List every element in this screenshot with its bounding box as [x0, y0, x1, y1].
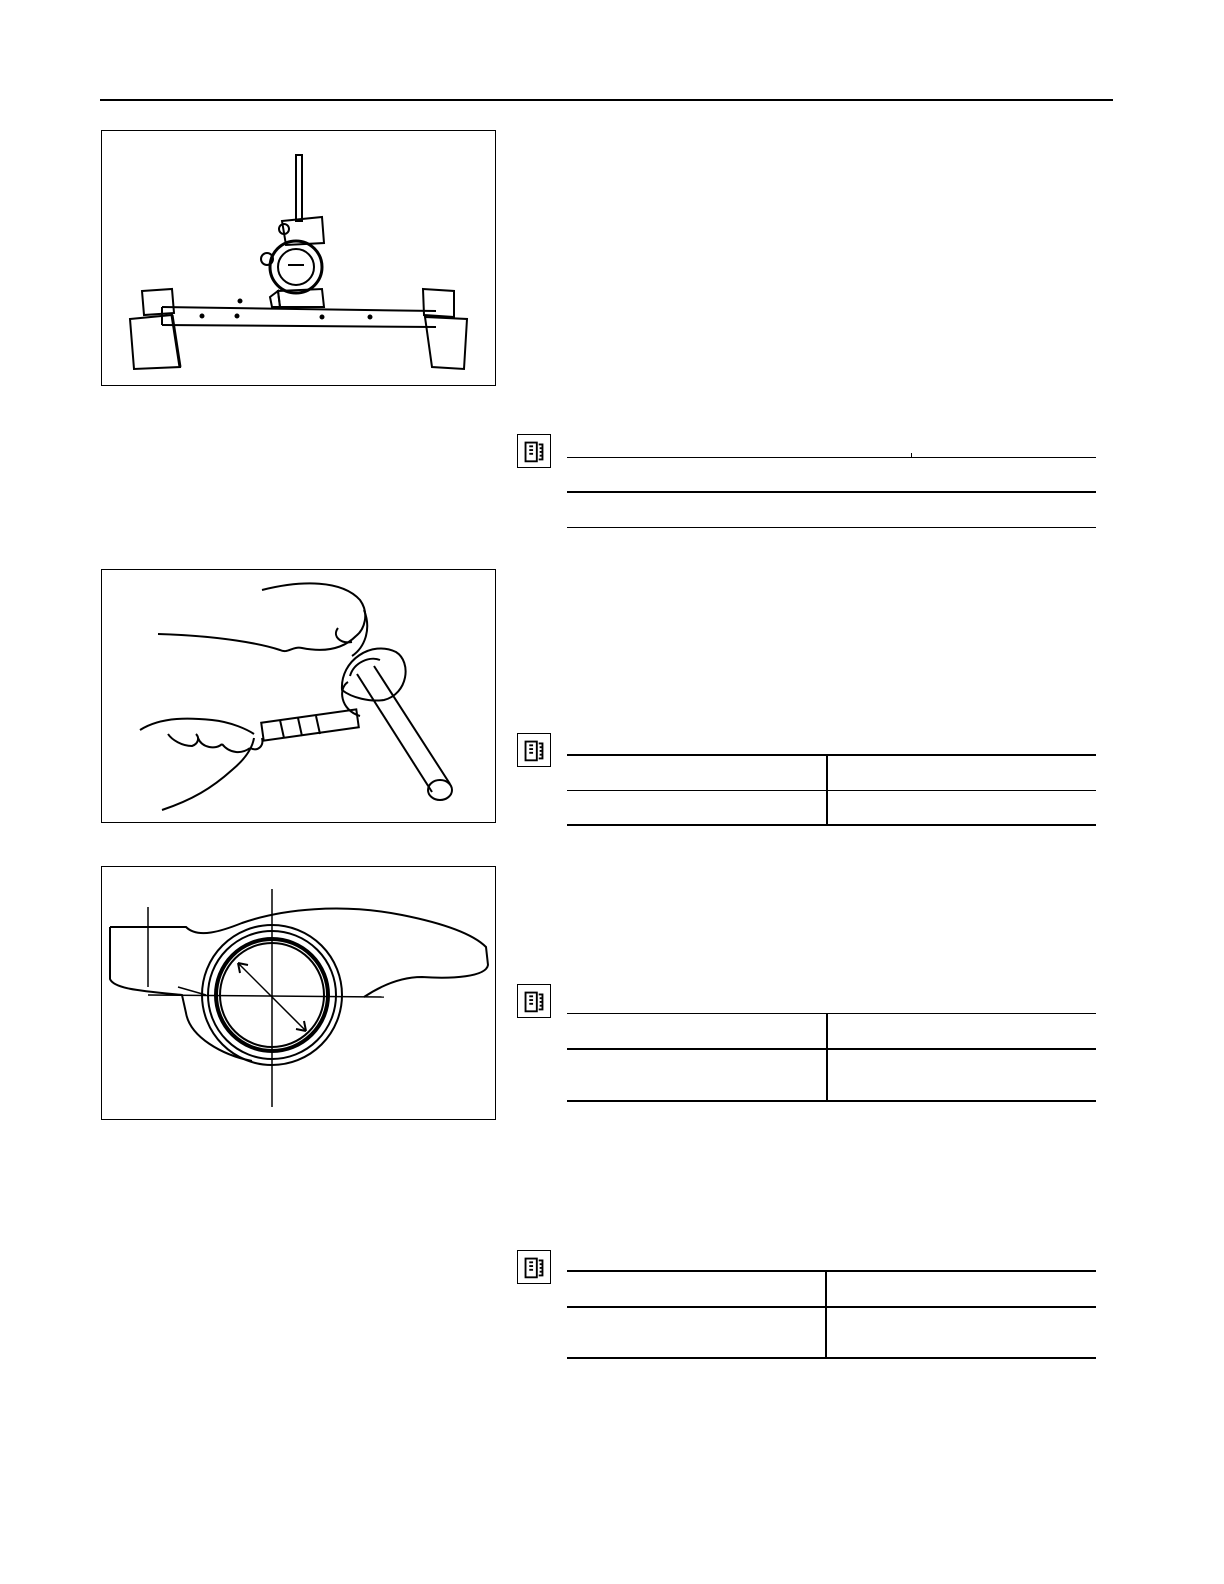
- spec-table-1-bottom-rule: [567, 527, 1096, 528]
- figure-rocker-arm-bore: [101, 866, 496, 1120]
- service-data-icon: [517, 1250, 551, 1284]
- service-data-icon: [517, 733, 551, 767]
- spec-table-2-header-rule: [567, 790, 1096, 791]
- spec-table-2-top-rule: [567, 754, 1096, 756]
- spec-table-3-top-rule: [567, 1013, 1096, 1014]
- spec-table-3-bottom-rule: [567, 1100, 1096, 1102]
- spec-table-1-header-rule: [567, 491, 1096, 493]
- figure-dial-gauge-runout: [101, 130, 496, 386]
- spec-table-4-column-divider: [825, 1271, 827, 1358]
- spec-table-3-header-rule: [567, 1048, 1096, 1050]
- dial-indicator-on-v-blocks-icon: [102, 131, 495, 385]
- spec-table-4-header-rule: [567, 1306, 1096, 1308]
- spec-table-2-column-divider: [826, 755, 828, 825]
- micrometer-measuring-shaft-icon: [102, 570, 495, 822]
- rocker-arm-bore-diameter-icon: [102, 867, 495, 1119]
- spec-table-1-column-tick: [911, 453, 912, 458]
- service-data-icon: [517, 434, 551, 468]
- spec-table-3-column-divider: [826, 1013, 828, 1101]
- service-data-icon: [517, 984, 551, 1018]
- spec-table-4-bottom-rule: [567, 1357, 1096, 1359]
- spec-table-2-bottom-rule: [567, 824, 1096, 826]
- spec-table-4-top-rule: [567, 1270, 1096, 1272]
- spec-table-1-top-rule: [567, 457, 1096, 458]
- header-rule: [100, 99, 1113, 101]
- figure-micrometer-measurement: [101, 569, 496, 823]
